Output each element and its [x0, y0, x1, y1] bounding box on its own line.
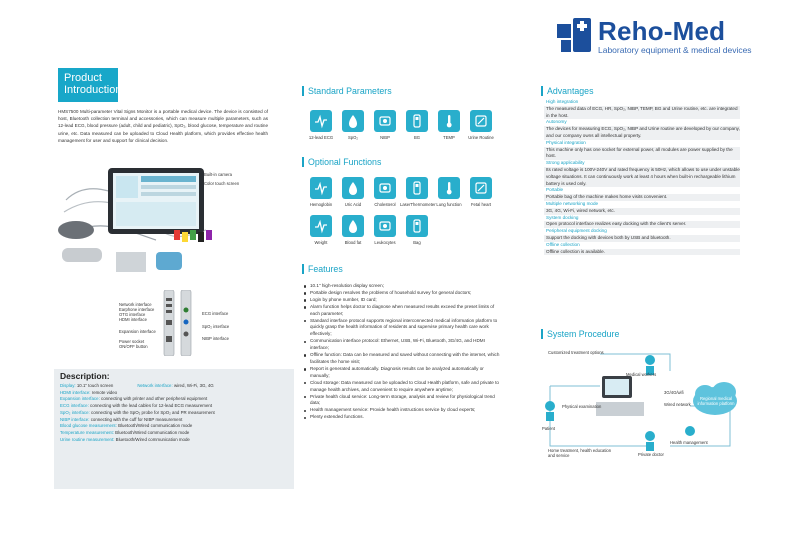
section-marker	[302, 157, 304, 167]
monitor-accessories-image	[56, 160, 256, 280]
param-spo-icon	[342, 110, 364, 132]
feature-item: 10.1" high-resolution display screen;	[304, 283, 500, 290]
label-on-off-button: ON/OFF button	[119, 344, 148, 349]
advantage-heading: Autonomy	[546, 119, 567, 125]
advantage-body: The measured data of ECG, HR, SpO₂, NIBP, TEMP, BG and Urine routine, etc. are integrated in the host.	[544, 106, 740, 120]
system-procedure-diagram	[540, 346, 740, 464]
advantage-body: Offline collection is available.	[544, 249, 740, 256]
description-value: Bluetooth/Wired communication mode	[118, 423, 193, 429]
side-panel-right-image	[177, 290, 197, 356]
optional-laserthermometer-icon	[406, 177, 428, 199]
label-earphone-interface: Earphone interface	[119, 307, 155, 312]
description-value: connecting with the cuff for NIBP measurement	[90, 416, 183, 422]
description-key: Temperature measurement:	[60, 429, 114, 435]
feature-item: Report is generated automatically. Diagnosis results can be analyzed automatically or manually;	[304, 366, 500, 380]
description-line	[60, 437, 290, 444]
section-marker	[302, 86, 304, 96]
section-marker	[302, 264, 304, 274]
advantage-body: Portable bag of the machine makes home visits convenient.	[544, 194, 740, 201]
advantage-body: Its rated voltage is 100V-240V and rated frequency is 50Hz, which allows to use under unstable voltage situations. It can continuously work at least 4 hours when built-in rechargeable lithium battery is used only.	[546, 166, 740, 186]
param-temp-icon	[438, 110, 460, 132]
optional-label: Uric Acid	[344, 202, 362, 207]
feature-item: Portable design resolves the problems of household survey for general doctors;	[304, 290, 500, 297]
description-value: connecting with printer and other peripheral equipment	[101, 396, 208, 402]
section-marker	[541, 86, 543, 96]
label-medical-workers: Medical workers	[626, 372, 657, 377]
advantage-heading: Portable	[546, 187, 564, 193]
optional-label: Leukocytes	[374, 240, 396, 245]
description-line	[60, 423, 290, 430]
description-value: connecting with the lead cables for 12-lead ECG measurement	[90, 403, 213, 409]
description-line	[60, 430, 290, 437]
description-line	[60, 383, 290, 390]
optional-functions-title: Optional Functions	[308, 157, 382, 167]
description-key: Blood glucose measurement:	[60, 423, 117, 429]
intro-paragraph: HMS7500 Multi-parameter Vital Signs Monitor is a portable medical device. The device is consisted of host, Bluetooth collection terminal and accessories, which can measure multiple parameters, such as 12-lead ECG, blood pressure (adult, child and pediatric), SpO₂, blood glucose, temperature and routine urine, etc. Data measured can be uploaded to Cloud Health platform, which provides effective health management for user and support for clinical decision.	[58, 109, 268, 143]
label-physical-examination: Physical examination	[562, 404, 602, 409]
advantage-body: Support the docking with devices both by USB and bluetooth.	[544, 235, 740, 242]
optional-label: Blood fat	[344, 240, 362, 245]
description-key: Urine routine measurement:	[60, 436, 115, 442]
advantage-body: The devices for measuring ECG, SpO₂, NIBP and Urine routine are developed by our company, and our company owns all intellectual property.	[546, 126, 740, 138]
advantage-heading: Offline collection	[546, 241, 580, 247]
param-12-lead-ecg-icon	[310, 110, 332, 132]
param-label: TEMP	[443, 135, 455, 140]
label-nibp-interface: NIBP interface	[202, 336, 229, 341]
standard-parameters-title: Standard Parameters	[308, 86, 392, 96]
description-value: remote video	[91, 389, 118, 395]
optional-hemoglobin-icon	[310, 177, 332, 199]
optional-label: Fetal heart	[470, 202, 492, 207]
label-ecg-interface: ECG interface	[202, 311, 229, 316]
description-value: connecting with the SpO₂ probe for SpO₂ and PR measurement	[91, 409, 215, 415]
advantage-body: This machine only has one socket for external power, all modules are power supplied by the host.	[544, 147, 740, 161]
optional-bag-icon	[406, 215, 428, 237]
label-expansion-interface: Expansion interface	[119, 329, 156, 334]
description-title: Description:	[60, 371, 110, 381]
label-power-socket: Power socket	[119, 339, 145, 344]
feature-item: Login by phone number, ID card;	[304, 297, 500, 304]
description-line	[60, 410, 290, 417]
description-key: Network interface:	[137, 383, 173, 388]
advantage-heading: Physical integration	[546, 139, 586, 145]
advantages-title: Advantages	[547, 86, 594, 96]
optional-functions-row-2	[304, 215, 500, 251]
optional-fetal-heart-icon	[470, 177, 492, 199]
brand-name: Reho-Med	[598, 16, 726, 46]
optional-cholesterol-icon	[374, 177, 396, 199]
description-key: HDMI interface:	[60, 389, 91, 395]
label-hdmi-interface: HDMI interface	[119, 317, 147, 322]
section-marker	[541, 329, 543, 339]
product-introduction-heading	[58, 68, 122, 102]
description-line	[60, 396, 290, 403]
label-color-touch-screen: Color touch screen	[204, 181, 240, 186]
param-nibp-icon	[374, 110, 396, 132]
brand-tagline: Laboratory equipment & medical devices	[598, 45, 752, 55]
label-health-management: Health management	[670, 440, 708, 445]
param-label: BG	[413, 135, 421, 140]
description-value: 10.1" touch screen	[76, 383, 114, 388]
features-title: Features	[308, 264, 343, 274]
advantage-heading: System docking	[546, 214, 579, 220]
feature-item: Cloud storage: Data measured can be uploaded to Cloud Health platform, safe and private to manage health archives, and convenient to require anywhere anytime;	[304, 380, 500, 394]
advantage-body: Open protocol interface realizes easy docking with the client's server.	[544, 221, 740, 228]
optional-functions-row-1	[304, 177, 500, 213]
label-wired-network: Wired network	[664, 402, 691, 407]
optional-blood-fat-icon	[342, 215, 364, 237]
description-key: Expansion interface:	[60, 396, 100, 402]
description-list	[60, 383, 290, 443]
system-procedure-title: System Procedure	[547, 329, 620, 339]
description-key: NIBP interface:	[60, 416, 90, 422]
description-key: ECG interface:	[60, 403, 89, 409]
description-line	[60, 390, 290, 397]
feature-item: Standard interface protocol supports regional interconnected medical information platform to quickly grasp the health information of residents and supervise primary health care work effectively;	[304, 318, 500, 339]
intro-title-line2: Introduction	[64, 84, 122, 96]
optional-label: LaserThermometer	[400, 202, 436, 207]
optional-weight-icon	[310, 215, 332, 237]
intro-title-line1: Product	[64, 72, 102, 84]
label-built-in-camera: Built-in camera	[204, 172, 232, 177]
description-key: Display:	[60, 383, 76, 388]
advantage-heading: Peripheral equipment docking	[546, 228, 607, 234]
param-bg-icon	[406, 110, 428, 132]
feature-item: Private health cloud service: Long-term storage, analysis and review for physiological trend data;	[304, 394, 500, 408]
optional-label: Lung function	[436, 202, 462, 207]
description-key: SpO₂ interface:	[60, 409, 90, 415]
label-patient: Patient	[542, 426, 556, 431]
description-line	[60, 417, 290, 424]
label-otg-interface: OTG interface	[119, 312, 146, 317]
product-illustration	[56, 160, 256, 280]
description-value: Bluetooth/Wired communication mode	[115, 436, 190, 442]
advantages-list	[544, 99, 740, 255]
optional-label: Hemoglobin	[309, 202, 333, 207]
label-customized-treatment: Customized treatment options	[548, 350, 604, 355]
param-label: NIBP	[380, 135, 390, 140]
reho-med-logo-icon	[557, 18, 593, 54]
optional-leukocytes-icon	[374, 215, 396, 237]
description-value: wired, Wi-Fi, 3G, 4G	[173, 383, 214, 388]
advantage-heading: Strong applicability	[546, 160, 585, 166]
optional-label: Bag	[413, 240, 421, 245]
feature-item: Offline function: Data can be measured and saved without connecting with the internet, which facilitates the home visit;	[304, 352, 500, 366]
optional-label: Weight	[314, 240, 328, 245]
param-label: Urine Routine	[468, 135, 494, 140]
label-3g-4g-wifi: 3G/4G/wifi	[664, 390, 684, 395]
label-home-treatment: Home treatment, health education and service	[548, 448, 612, 458]
optional-uric-acid-icon	[342, 177, 364, 199]
feature-item: Alarm function helps doctor to diagnose when measured results exceed the preset limits of each parameter;	[304, 304, 500, 318]
label-private-doctor: Private doctor	[638, 452, 664, 457]
description-line	[60, 403, 290, 410]
optional-lung-function-icon	[438, 177, 460, 199]
features-list	[304, 283, 500, 421]
advantage-heading: High integration	[546, 99, 579, 104]
label-network-interface: Network interface	[119, 302, 152, 307]
advantage-heading: Multiple networking mode	[546, 200, 599, 206]
param-label: SpO₂	[347, 135, 358, 140]
standard-parameters-grid	[304, 110, 500, 150]
optional-label: Cholesterol	[374, 202, 396, 207]
label-regional-platform: Regional medical information platform	[697, 396, 735, 406]
param-label: 12-lead ECG	[308, 135, 334, 140]
advantage-body: 3G, 4G, Wi-Fi, wired network, etc.	[544, 208, 740, 215]
feature-item: Health management service: Provide health instructions service by cloud experts;	[304, 407, 500, 414]
feature-item: Communication interface protocol: Ethernet, USB, Wi-Fi, Bluetooth, 3G/4G, and HDMI interface;	[304, 338, 500, 352]
label-spo2-interface: SpO₂ interface	[202, 324, 230, 329]
feature-item: Plenty extended functions.	[304, 414, 500, 421]
param-urine-routine-icon	[470, 110, 492, 132]
device-back-panel	[112, 290, 230, 360]
description-value: Bluetooth/Wired communication mode	[115, 429, 190, 435]
